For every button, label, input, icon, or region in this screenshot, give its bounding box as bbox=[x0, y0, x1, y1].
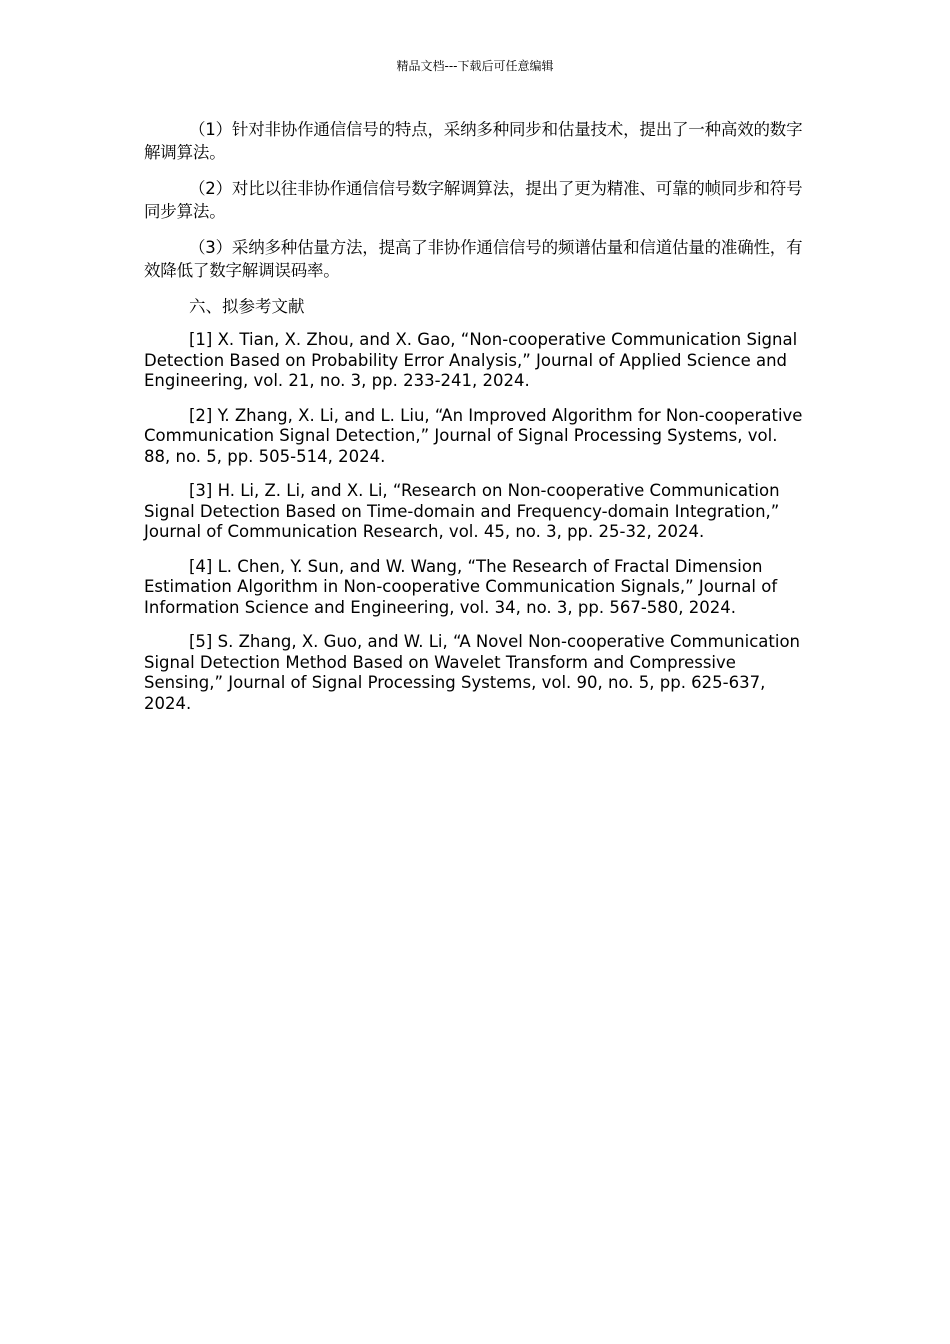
page-header: 精品文档---下载后可任意编辑 bbox=[396, 59, 554, 73]
document-body bbox=[144, 118, 806, 728]
reference-item-5: [5] S. Zhang, X. Guo, and W. Li, “A Novel Non-cooperative Communication Signal Detection Method Based on Wavelet Transform and Compressive Sensing,” Journal of Signal Processing Systems, vol. 90, no. 5, pp. 625-637, 2024. bbox=[144, 632, 800, 713]
contribution-item-1: （1）针对非协作通信信号的特点，采纳多种同步和估量技术，提出了一种高效的数字解调算法。 bbox=[144, 120, 803, 162]
reference-item-4: [4] L. Chen, Y. Sun, and W. Wang, “The Research of Fractal Dimension Estimation Algorithm in Non-cooperative Communication Signals,” Journal of Information Science and Engineering, vol. 34, no. 3, pp. 567-580, 2024. bbox=[144, 556, 778, 617]
contribution-item-3: （3）采纳多种估量方法，提高了非协作通信信号的频谱估量和信道估量的准确性，有效降低了数字解调误码率。 bbox=[144, 238, 803, 280]
reference-item-2: [2] Y. Zhang, X. Li, and L. Liu, “An Improved Algorithm for Non-cooperative Communication Signal Detection,” Journal of Signal Processing Systems, vol. 88, no. 5, pp. 505-514, 2024. bbox=[144, 405, 803, 466]
contribution-item-2: （2）对比以往非协作通信信号数字解调算法，提出了更为精准、可靠的帧同步和符号同步算法。 bbox=[144, 179, 803, 221]
reference-item-1: [1] X. Tian, X. Zhou, and X. Gao, “Non-cooperative Communication Signal Detection Based on Probability Error Analysis,” Journal of Applied Science and Engineering, vol. 21, no. 3, pp. 233-241, 2024. bbox=[144, 330, 798, 390]
reference-item-3: [3] H. Li, Z. Li, and X. Li, “Research on Non-cooperative Communication Signal Detection Based on Time-domain and Frequency-domain Integration,” Journal of Communication Research, vol. 45, no. 3, pp. 25-32, 2024. bbox=[144, 481, 780, 541]
references-heading: 六、拟参考文献 bbox=[189, 297, 305, 316]
